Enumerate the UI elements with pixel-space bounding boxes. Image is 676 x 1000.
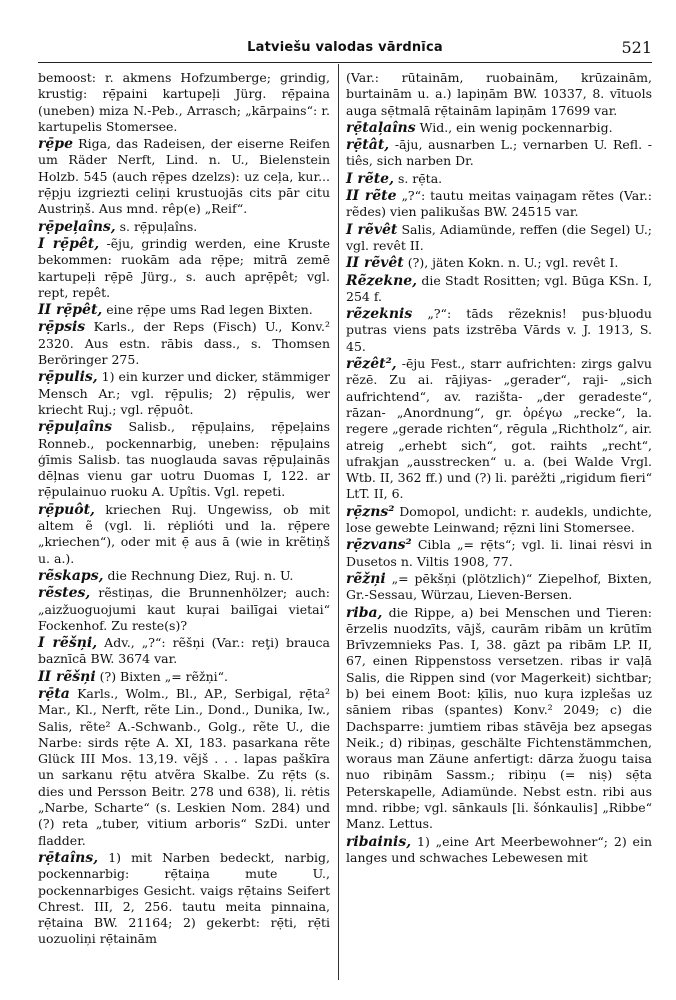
headword: I rẽvêt	[346, 221, 398, 238]
headword: rẽžņi	[346, 570, 386, 587]
dictionary-entry	[346, 504, 652, 537]
headword: II rẽšņi	[38, 668, 96, 685]
entry-definition: 1) mit Narben bedeckt, narbig, pockennarbig: rẹ̄taiņa mute U., pockennarbiges Gesicht. vaigs rẹ̄tains Seifert Chrest. III, 2, 256. tautu meita pinnaina, rẹ̄taina BW. 21164; 2) gekerbt: rẹ̄ti, rẹ̄ti uozuoliņi rẹ̄tainām	[38, 849, 330, 947]
headword: rẽskaps,	[38, 567, 104, 584]
entry-definition: (?), jäten Kokn. n. U.; vgl. revêt I.	[403, 255, 619, 271]
dictionary-entry	[38, 302, 330, 318]
entry-definition: Cibla „= rẹ̄ts“; vgl. li. linai rėsvi in Dusetos n. Viltis 1908, 77.	[346, 537, 652, 569]
dictionary-entry	[346, 571, 652, 604]
headword: rẹ̄puôt,	[38, 501, 95, 518]
headword: rẹ̄pe	[38, 136, 73, 153]
headword: Rẽzekne,	[346, 272, 418, 289]
headword: II rẽte	[346, 188, 397, 205]
headword: rẽzeknis	[346, 306, 413, 323]
dictionary-entry	[38, 319, 330, 368]
headword: I rẹ̄pêt,	[38, 235, 100, 252]
entry-definition: Salis, Adiamünde, reffen (die Segel) U.; vgl. revêt II.	[346, 221, 653, 253]
dictionary-entry	[38, 70, 330, 135]
entry-definition: eine rẹ̄pe ums Rad legen Bixten.	[102, 302, 313, 318]
entry-definition: -āju, ausnarben L.; vernarben U. Refl. -tiês, sich narben Dr.	[346, 137, 652, 169]
dictionary-entry	[38, 585, 330, 634]
header-rule	[38, 62, 652, 63]
running-title: Latviešu valodas vārdnīca	[247, 40, 443, 55]
entry-definition: s. rẹ̄ta.	[393, 170, 443, 186]
headword: ribainis,	[346, 833, 412, 850]
entry-definition: s. rẹ̄puļaîns.	[115, 218, 198, 234]
dictionary-entry	[38, 568, 330, 584]
dictionary-entry	[346, 255, 652, 271]
dictionary-entry	[38, 502, 330, 567]
headword: riba,	[346, 604, 383, 621]
dictionary-entry	[38, 236, 330, 301]
entry-definition: -ẽju, grindig werden, eine Kruste bekommen: ruokām ada rẹ̄pe; mitrā zemē kartupeļi rẹ̄pē Jürg., s. auch aprẹ̄pêt; vgl. rept, repêt.	[38, 235, 331, 300]
entry-definition: „?“: tāds rẽzeknis! pus·bļuodu putras viens pats izstrēba Vārds v. J. 1913, S. 45.	[346, 306, 652, 354]
headword: rẹ̄taļaîns	[346, 119, 416, 136]
page-header	[38, 38, 652, 64]
dictionary-entry	[38, 635, 330, 668]
entry-definition: Karls., der Reps (Fisch) U., Konv.² 2320. Aus estn. rābis dass., s. Thomsen Beröringer 275.	[38, 319, 330, 368]
page-number: 521	[621, 38, 652, 57]
headword: I rẽšņi,	[38, 635, 98, 652]
entry-definition: (Var.: rūtainām, ruobainām, krūzainām, burtainām u. a.) lapiņām BW. 10337, 8. vītuols auga sẹ̄tmalā rẹ̄tainām lapiņām 17699 var.	[346, 70, 652, 118]
left-column	[38, 70, 330, 949]
headword: rẹ̄zns²	[346, 503, 395, 520]
entry-definition: die Stadt Rositten; vgl. Būga KSn. I, 254 f.	[346, 272, 652, 304]
entry-definition: die Rippe, a) bei Menschen und Tieren: ērzelis nuodzīts, vājš, caurām ribām un krūtīm Brīvzemnieks Pas. I, 38. gāzt pa ribām LP. II, 67, einen Rippenstoss versetzen. ribas ir vaļā Salis, die Rippen sind (vor Magerkeit) sichtbar; b) bei einem Boot: ķīlis, nuo kuŗa izplešas uz sāniem ribas (spantes) Konv.² 2049; c) die Dachsparre: jumtiem ribas stāvēja bez apsegas Neik.; d) ribiņas, geschälte Fichtenstämmchen, woraus man Zäune anfertigt: dārza žuogu taisa nuo ribiņām Sassm.; ribiņu (= niṣ) sẹ̄ta Peterskapelle, Adiamünde. Nebst estn. ribi aus mnd. ribbe; vgl. sānkauls [li. šónkaulis] „Ribbe“ Manz. Lettus.	[346, 604, 652, 832]
dictionary-entry	[346, 537, 652, 570]
entry-definition: 1) „eine Art Meerbewohner“; 2) ein langes und schwaches Lebewesen mit	[346, 833, 652, 865]
headword: rẹ̄ta	[38, 685, 70, 702]
entry-definition: Karls., Wolm., Bl., AP., Serbigal, rẹ̄ta² Mar., Kl., Nerft, rẽte Lin., Dond., Dunika, Iw., Salis, rẽte² A.-Schwanb., Golg., rẽte U., die Narbe: sirds rẹ̄te A. XI, 183. pasarkana rẽte Glück III Mos. 13,19. vẽjš . . . lapas paškīra un sarkanu rẹ̄tu atvẽra Skalbe. Zu rẹ̄ts (s. dies und Persson Beitr. 278 und 638), li. rėtis „Narbe, Scharte“ (s. Leskien Nom. 284) und (?) reta „tuber, vitium arboris“ SzDi. unter fladder.	[38, 685, 330, 848]
dictionary-entry	[38, 850, 330, 948]
dictionary-entry	[346, 120, 652, 136]
dictionary-entry	[346, 171, 652, 187]
right-column	[346, 70, 652, 867]
entry-definition: bemoost: r. akmens Hofzumberge; grindig, krustig: rẹ̄paini kartupeļi Jürg. rẹ̄paina (uneben) miza N.-Peb., Arrasch; „kārpains“: r. kartupelis Stomersee.	[38, 70, 330, 134]
dictionary-entry	[38, 369, 330, 418]
entry-definition: Wid., ein wenig pockennarbig.	[415, 119, 613, 135]
headword: rẹ̄peļaîns,	[38, 218, 116, 235]
dictionary-entry	[38, 669, 330, 685]
entry-definition: 1) ein kurzer und dicker, stämmiger Mensch Ar.; vgl. rẹ̄pulis; 2) rẹ̄pulis, wer kriecht Ruj.; vgl. rẹ̄puôt.	[38, 369, 330, 417]
headword: II rẽvêt	[346, 255, 404, 272]
headword: rẽzêt²,	[346, 356, 397, 373]
entry-definition: Riga, das Radeisen, der eiserne Reifen um Räder Nerft, Lind. n. U., Bielenstein Holzb. 545 (auch rẹ̄pes dzelzs): uz ceļa, kur... rẹ̄pju izgriezti celiņi krustuojās cits pār citu Austriņš. Aus mnd. rêp(e) „Reif“.	[38, 136, 330, 217]
entry-definition: kriechen Ruj. Ungewiss, ob mit altem ẽ (vgl. li. rėplióti und la. rẹ̄pere „kriechen“), oder mit ẹ̄ aus ā (wie in krẽtiņš u. a.).	[38, 501, 330, 566]
headword: rẹ̄taîns,	[38, 849, 99, 866]
entry-definition: Domopol, undicht: r. audekls, undichte, lose gewebte Leinwand; rẹ̄zni lini Stomersee.	[346, 503, 652, 536]
column-divider	[338, 64, 339, 980]
headword: rẹ̄pulis,	[38, 369, 98, 386]
dictionary-entry	[346, 306, 652, 355]
headword: rẹ̄puļaîns	[38, 419, 113, 436]
headword: rẹ̄zvans²	[346, 537, 412, 554]
headword: rẽstes,	[38, 585, 91, 602]
dictionary-entry	[38, 686, 330, 849]
entry-definition: -ēju Fest., starr aufrichten: zirgs galvu rẽzē. Zu ai. rājiyas- „gerader“, raji- „sich aufrichtend“, av. razišta- „der geradeste“, rāzan- „Anordnung“, gr. ὀρέγω „recke“, la. regere „gerade richten“, rēgula „Richtholz“, air. atreig „erhebt sich“, got. raihts „recht“, ufrakjan „ausstrecken“ u. a. (bei Walde Vrgl. Wtb. II, 362 ff.) und (?) li. parėžti „rigidum fieri“ LtT. II, 6.	[346, 356, 653, 502]
entry-definition: „?“: tautu meitas vaiņagam rẽtes (Var.: rẽdes) vien palikušas BW. 24515 var.	[346, 188, 652, 220]
dictionary-entry	[38, 219, 330, 235]
dictionary-entry	[346, 356, 652, 503]
dictionary-entry	[38, 419, 330, 500]
dictionary-entry	[346, 834, 652, 867]
entry-definition: „= pēkšņi (plötzlich)“ Ziepelhof, Bixten, Gr.-Sessau, Würzau, Lieven-Bersen.	[346, 570, 652, 603]
entry-definition: Salisb., rẹ̄puļains, rẹ̄peļains Ronneb., pockennarbig, uneben: rẹ̄puļains ģīmis Salisb. tas nuoglauda savas rẹ̄puļainās dēļnas vienu gar uotru Duomas I, 122. ar rẹ̄pulainuo ruoku A. Upîtis. Vgl. repeti.	[38, 419, 330, 500]
dictionary-entry	[346, 273, 652, 306]
entry-definition: Adv., „?“: rẽšņi (Var.: reţi) brauca baznīcā BW. 3674 var.	[38, 635, 330, 667]
dictionary-entry	[346, 605, 652, 833]
dictionary-entry	[346, 137, 652, 170]
entry-definition: (?) Bixten „= rẽžņi“.	[95, 668, 229, 684]
headword: II rẹ̄pêt,	[38, 302, 103, 319]
headword: I rẽte,	[346, 170, 394, 187]
entry-definition: rẽstiņas, die Brunnenhölzer; auch: „aizžuoguojumi kaut kuŗai bailīgai vietai“ Fockenhof. Zu reste(s)?	[38, 585, 330, 633]
dictionary-entry	[346, 188, 652, 221]
dictionary-entry	[346, 70, 652, 119]
headword: rẹ̄psis	[38, 319, 86, 336]
dictionary-entry	[38, 136, 330, 217]
entry-definition: die Rechnung Diez, Ruj. n. U.	[103, 567, 294, 583]
headword: rẹ̄tât,	[346, 137, 390, 154]
dictionary-entry	[346, 222, 652, 255]
